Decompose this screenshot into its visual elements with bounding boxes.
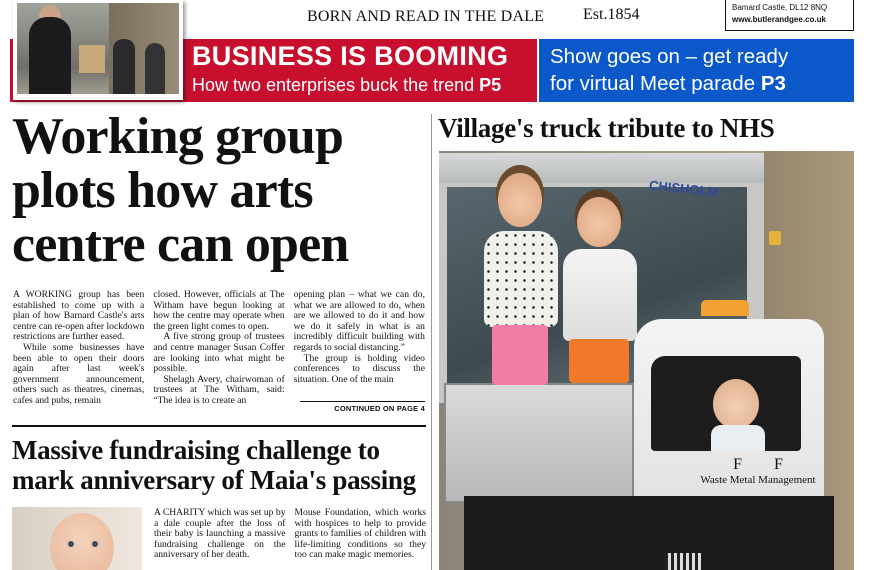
second-story-column-2 xyxy=(295,508,427,570)
show-banner[interactable] xyxy=(539,39,854,102)
show-banner-line1: Show goes on – get ready xyxy=(550,45,789,68)
paragraph: A CHARITY which was set up by a dale couple after the loss of their baby is launching a massive fundraising challenge on the anniversary of her death. xyxy=(154,508,286,561)
second-story-headline[interactable]: Massive fundraising challenge to mark anniversary of Maia's passing xyxy=(12,435,416,495)
business-banner-page-ref: P5 xyxy=(479,75,502,95)
child-boy xyxy=(549,197,645,387)
masthead-tagline: BORN AND READ IN THE DALE xyxy=(307,8,545,25)
paragraph: The group is holding video conferences to discuss the situation. One of the main xyxy=(293,352,425,385)
paragraph: Mouse Foundation, which works with hospices to help to provide grants to families of children with life-limiting conditions so they too can make magic memories. xyxy=(294,508,426,561)
paragraph: Shelagh Avery, chairwoman of trustees at The Witham, said: “The idea is to create an xyxy=(153,373,285,406)
second-story-column-1 xyxy=(154,508,286,570)
column-divider xyxy=(431,114,432,570)
paragraph: A five strong group of trustees and centre manager Susan Coffer are looking into what might be possible. xyxy=(153,331,285,375)
lead-story-column-2 xyxy=(153,290,284,415)
paragraph: A WORKING group has been established to come up with a plan of how Barnard Castle's arts centre can re-open after lockdown restrictions are further eased. xyxy=(13,289,145,343)
truck-label-company: Waste Metal Management xyxy=(700,474,816,486)
show-banner-line2 xyxy=(550,70,843,97)
beacon-light-icon xyxy=(701,300,749,316)
paragraph: opening plan – what we can do, what we are allowed to do, when are we allowed to do it and how we do it safely in what is an incredibly difficult building with regards to social distancing.” xyxy=(293,289,425,353)
child-toddler xyxy=(709,379,765,449)
show-banner-line2-text: for virtual Meet parade xyxy=(550,72,756,95)
truck-label-initials: F F xyxy=(733,456,797,473)
lead-story-body xyxy=(13,290,425,415)
business-banner-subline xyxy=(192,75,501,96)
shop-sign-text: CHISHOLM xyxy=(648,177,719,200)
website-link[interactable]: www.butlerandgee.co.uk xyxy=(732,15,826,24)
wall-lamp-icon xyxy=(769,231,781,245)
photo-story-headline[interactable]: Village's truck tribute to NHS xyxy=(438,113,775,143)
masthead-established: Est.1854 xyxy=(583,6,640,23)
lead-story-headline[interactable]: Working group plots how arts centre can open xyxy=(12,108,349,273)
second-story-body xyxy=(154,508,426,570)
truck-base xyxy=(464,496,834,570)
lead-story-column-3 xyxy=(294,290,425,415)
masthead-photo xyxy=(13,0,183,100)
truck-label xyxy=(693,456,823,486)
continued-on-page-link[interactable]: CONTINUED ON PAGE 4 xyxy=(300,401,425,413)
section-divider xyxy=(12,425,426,427)
business-banner-headline: BUSINESS IS BOOMING xyxy=(192,41,509,71)
baby-photo xyxy=(12,507,142,570)
truck-photo xyxy=(439,151,854,570)
paragraph: While some businesses have been able to open their doors again after last week's government announcement, others such as theatres, cinemas, cafes and pubs, remain xyxy=(13,341,145,406)
address-box xyxy=(725,0,854,31)
show-banner-page-ref: P3 xyxy=(760,72,786,95)
truck-grille xyxy=(665,553,701,570)
lead-story-column-1 xyxy=(13,290,144,415)
business-banner-subline-text: How two enterprises buck the trend xyxy=(192,75,475,95)
truck-tipper xyxy=(444,383,634,503)
address-line: Bamard Castle, DL12 8NQ xyxy=(732,3,828,12)
paragraph: closed. However, officials at The Witham have begun looking at how the centre may operate when the green light comes to open. xyxy=(153,289,285,332)
